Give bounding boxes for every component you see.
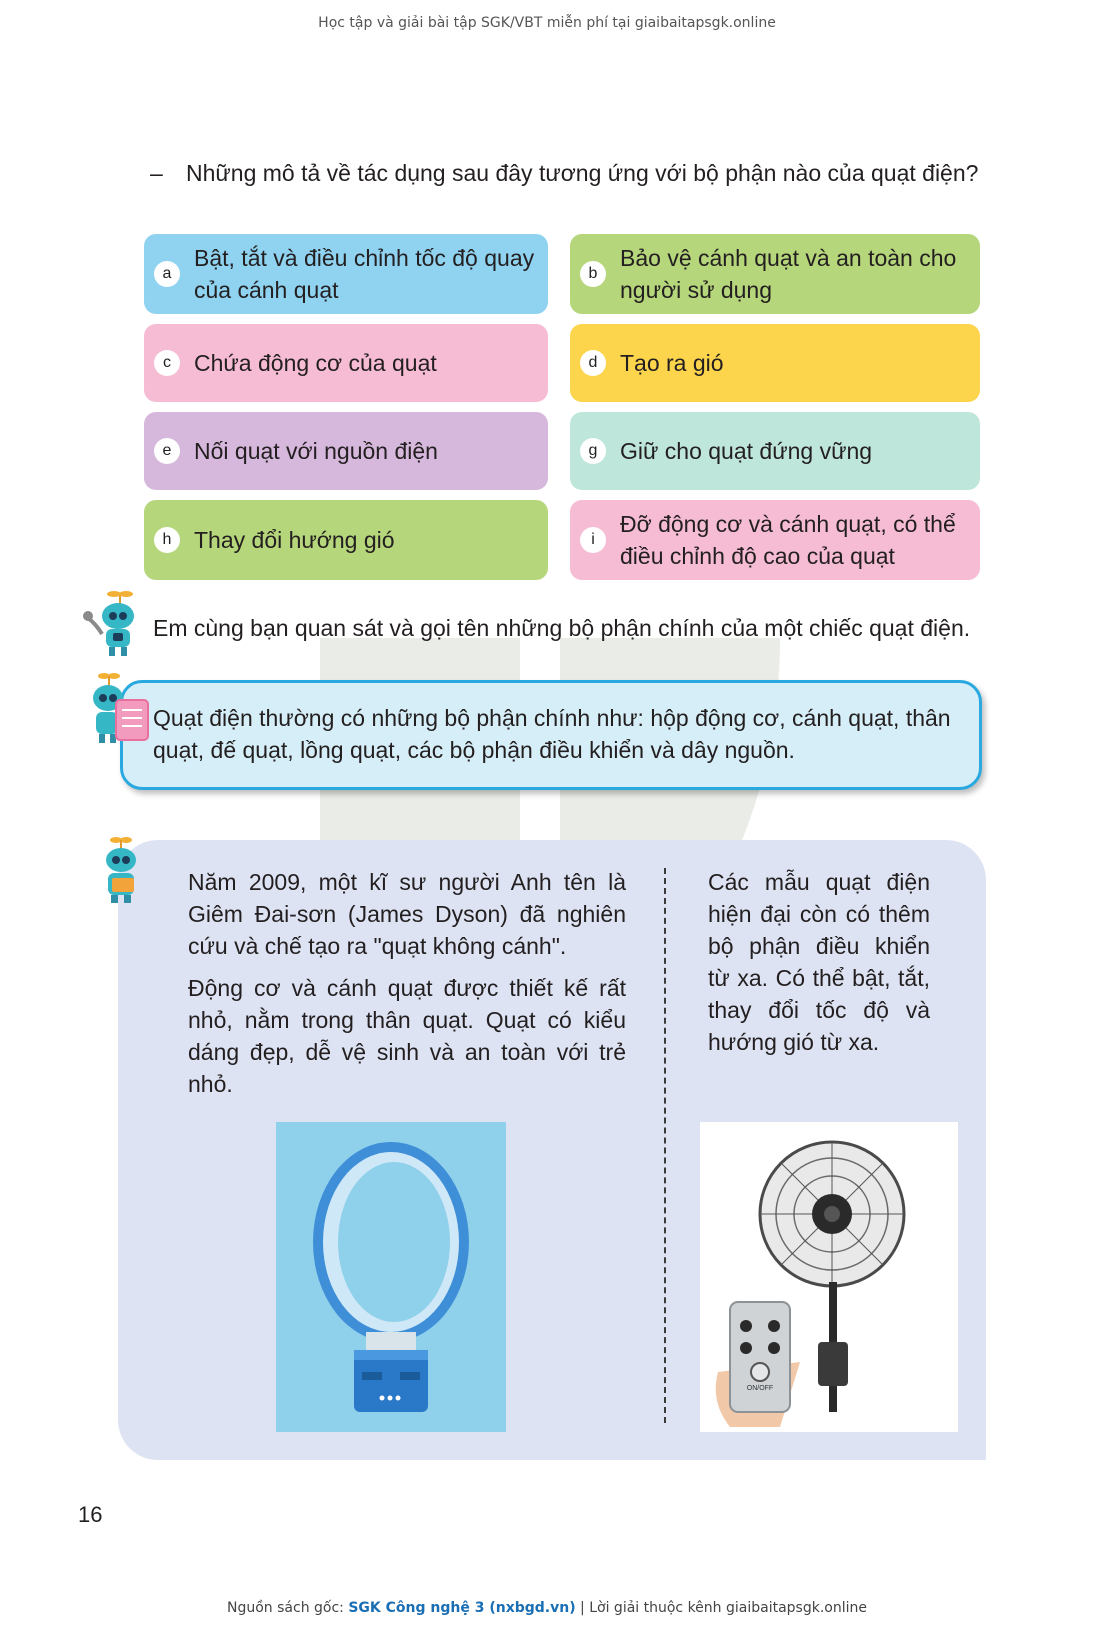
card-letter: e bbox=[154, 438, 180, 464]
card-text: Chứa động cơ của quạt bbox=[194, 350, 437, 376]
page-number: 16 bbox=[78, 1502, 103, 1527]
robot-reading-icon bbox=[94, 836, 150, 906]
card-text: Nối quạt với nguồn điện bbox=[194, 438, 438, 464]
card-text: Giữ cho quạt đứng vững bbox=[620, 438, 873, 464]
bladeless-fan-history: Năm 2009, một kĩ sư người Anh tên là Giêm Đai-sơn (James Dyson) đã nghiên cứu và chế tạo ra "quạt không cánh". bbox=[188, 869, 626, 959]
card-letter: h bbox=[154, 527, 180, 553]
column-divider bbox=[664, 868, 666, 1423]
remote-on-off-label: ON/OFF bbox=[746, 1385, 774, 1392]
header-note: Học tập và giải bài tập SGK/VBT miễn phí tại giaibaitapsgk.online bbox=[318, 15, 776, 31]
question-dash: – bbox=[150, 160, 163, 186]
card-letter: g bbox=[580, 438, 606, 464]
card-text: Thay đổi hướng gió bbox=[194, 527, 395, 553]
card-letter: a bbox=[154, 261, 180, 287]
card-g bbox=[570, 412, 980, 490]
robot-observe-icon bbox=[82, 590, 146, 660]
card-b bbox=[570, 234, 980, 314]
footer-suffix: | Lời giải thuộc kênh giaibaitapsgk.online bbox=[575, 1600, 867, 1616]
observe-instruction: Em cùng bạn quan sát và gọi tên những bộ phận chính của một chiếc quạt điện. bbox=[153, 615, 971, 641]
info-left-column bbox=[188, 866, 626, 1110]
card-i bbox=[570, 500, 980, 580]
bladeless-fan-image bbox=[276, 1122, 506, 1432]
footer-prefix: Nguồn sách gốc: bbox=[227, 1600, 349, 1616]
card-d bbox=[570, 324, 980, 402]
card-text: Bật, tắt và điều chỉnh tốc độ quay của cánh quạt bbox=[194, 245, 535, 303]
card-c bbox=[144, 324, 548, 402]
bladeless-fan-description: Động cơ và cánh quạt được thiết kế rất nhỏ, nằm trong thân quạt. Quạt có kiểu dáng đẹp, dễ vệ sinh và an toàn với trẻ nhỏ. bbox=[188, 975, 626, 1097]
card-letter: i bbox=[580, 527, 606, 553]
info-right-column bbox=[708, 866, 930, 1068]
card-h bbox=[144, 500, 548, 580]
card-text: Bảo vệ cánh quạt và an toàn cho người sử dụng bbox=[620, 245, 957, 303]
card-a bbox=[144, 234, 548, 314]
card-letter: d bbox=[580, 350, 606, 376]
summary-text: Quạt điện thường có những bộ phận chính như: hộp động cơ, cánh quạt, thân quạt, đế quạt, lồng quạt, các bộ phận điều khiển và dây nguồn. bbox=[153, 705, 951, 763]
card-letter: c bbox=[154, 350, 180, 376]
card-text: Đỡ động cơ và cánh quạt, có thể điều chỉnh độ cao của quạt bbox=[620, 511, 956, 569]
question bbox=[150, 157, 985, 189]
stand-fan-with-remote-image bbox=[700, 1122, 958, 1432]
card-letter: b bbox=[580, 261, 606, 287]
card-e bbox=[144, 412, 548, 490]
robot-notebook-icon bbox=[82, 672, 152, 748]
source-book-link[interactable]: SGK Công nghệ 3 (nxbgd.vn) bbox=[348, 1600, 576, 1616]
footer-note bbox=[0, 1600, 1094, 1616]
question-text: Những mô tả về tác dụng sau đây tương ứng với bộ phận nào của quạt điện? bbox=[186, 160, 979, 186]
remote-control-description: Các mẫu quạt điện hiện đại còn có thêm bộ phận điều khiển từ xa. Có thể bật, tắt, thay đổi tốc độ và hướng gió từ xa. bbox=[708, 869, 930, 1055]
card-text: Tạo ra gió bbox=[620, 350, 724, 376]
